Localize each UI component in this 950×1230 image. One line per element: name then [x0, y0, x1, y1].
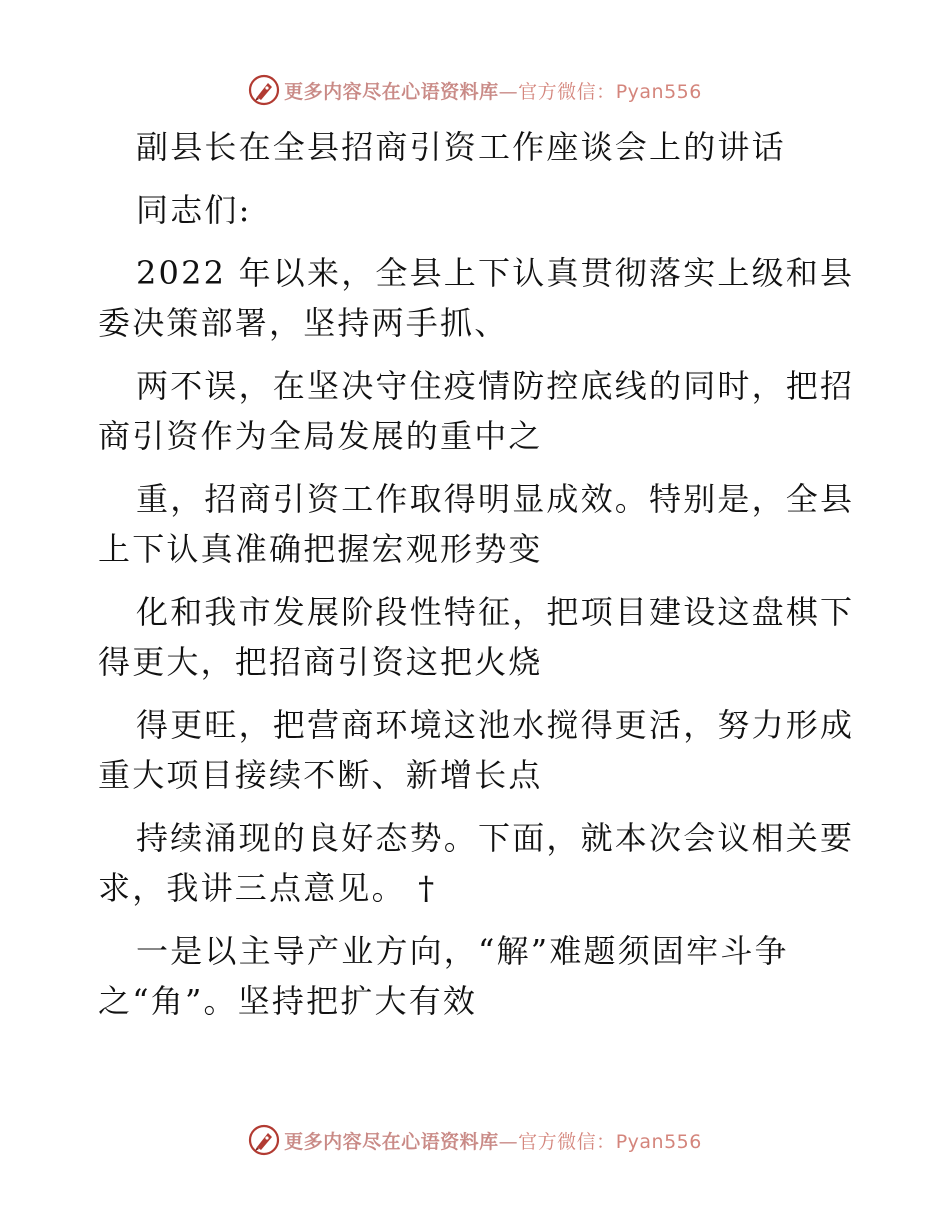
paragraph-line: 上下认真准确把握宏观形势变 — [98, 530, 543, 568]
paragraph-line: 持续涌现的良好态势。下面，就本次会议相关要 — [136, 819, 855, 857]
pen-nib-logo-icon — [248, 1124, 280, 1156]
paragraph-line: 2022 年以来，全县上下认真贯彻落实上级和县 — [136, 254, 855, 292]
paragraph-line: 商引资作为全局发展的重中之 — [98, 417, 543, 455]
watermark-brand: 更多内容尽在心语资料库 — [284, 1130, 499, 1153]
watermark-text — [284, 1127, 702, 1154]
pen-nib-logo-icon — [248, 74, 280, 106]
paragraph-line: 化和我市发展阶段性特征，把项目建设这盘棋下 — [136, 593, 855, 631]
paragraph-line: 重大项目接续不断、新增长点 — [98, 756, 543, 794]
watermark-text — [284, 77, 702, 104]
watermark-wechat-id: Pyan556 — [615, 80, 702, 103]
paragraph-line: 得更大，把招商引资这把火烧 — [98, 643, 543, 681]
paragraph-line: 重，招商引资工作取得明显成效。特别是，全县 — [136, 480, 855, 518]
paragraph-line: 委决策部署，坚持两手抓、 — [98, 304, 509, 342]
paragraph-line: 之“角”。坚持把扩大有效 — [98, 982, 478, 1020]
header-watermark — [0, 70, 950, 110]
paragraph-line: 一是以主导产业方向，“解”难题须固牢斗争 — [136, 932, 789, 970]
watermark-label: 官方微信： — [518, 1130, 616, 1153]
document-title: 副县长在全县招商引资工作座谈会上的讲话 — [136, 128, 786, 166]
paragraph-line: 求，我讲三点意见。 † — [98, 869, 437, 907]
watermark-dash: — — [498, 80, 519, 103]
paragraph-line: 得更旺，把营商环境这池水搅得更活，努力形成 — [136, 706, 855, 744]
watermark-wechat-id: Pyan556 — [615, 1130, 702, 1153]
document-body — [98, 122, 858, 1026]
document-greeting: 同志们: — [136, 191, 252, 229]
watermark-label: 官方微信： — [518, 80, 616, 103]
paragraph-line: 两不误，在坚决守住疫情防控底线的同时，把招 — [136, 367, 855, 405]
watermark-brand: 更多内容尽在心语资料库 — [284, 80, 499, 103]
watermark-dash: — — [498, 1130, 519, 1153]
footer-watermark — [0, 1120, 950, 1160]
